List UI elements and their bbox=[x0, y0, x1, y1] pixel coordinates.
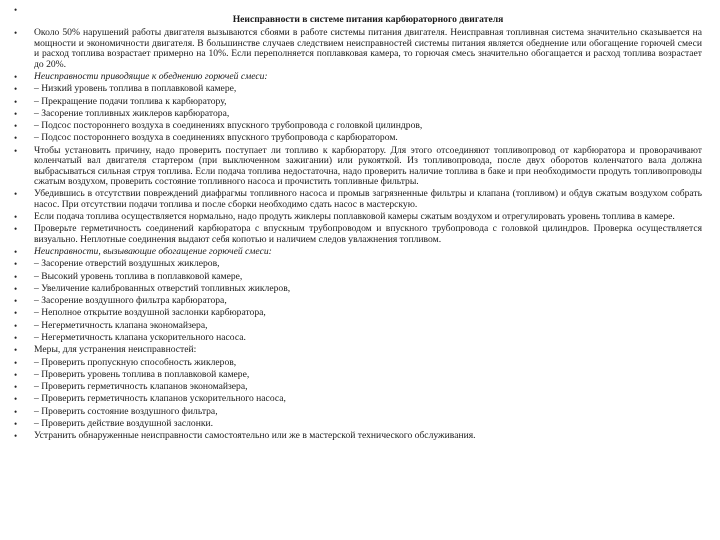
bullet-icon: • bbox=[14, 224, 18, 235]
bullet-icon: • bbox=[14, 28, 18, 39]
list-item-text: – Увеличение калиброванных отверстий топливных жиклеров, bbox=[34, 282, 291, 294]
list-item-text: Проверьте герметичность соединений карбюратора с впускным трубопроводом и впускного трубопровода с головкой цилиндров. Проверка осуществляется визуально. Неплотные соединения выдают себя копотью и наличием следов увлажнения топливом. bbox=[34, 223, 702, 245]
bullet-icon: • bbox=[14, 246, 18, 257]
list-item bbox=[14, 189, 702, 210]
list-item-text: – Засорение топливных жиклеров карбюратора, bbox=[34, 107, 230, 119]
list-item bbox=[14, 394, 702, 404]
list-item-text: – Засорение воздушного фильтра карбюратора, bbox=[34, 295, 227, 307]
list-item bbox=[14, 345, 702, 355]
list-item-text: Около 50% нарушений работы двигателя вызываются сбоями в работе системы питания двигателя. Неисправная топливная система значительно сказывается на мощности и экономичности двигателя. В большинстве случаев следствием неисправностей системы питания является обеднение или обогащение горючей смеси и расход топлива возрастает примерно на 10%. Если переполняется поплавковая камера, то горючая смесь значительно обогащается и расход топлива возрастает до 20%. bbox=[34, 27, 702, 70]
bullet-icon: • bbox=[14, 121, 18, 132]
list-item bbox=[14, 272, 702, 282]
list-item bbox=[14, 284, 702, 294]
bullet-icon: • bbox=[14, 133, 18, 144]
bullet-icon: • bbox=[14, 333, 18, 343]
bullet-icon: • bbox=[14, 382, 18, 393]
list-item bbox=[14, 431, 702, 441]
bullet-icon: • bbox=[14, 259, 18, 270]
list-item-text: Неисправности приводящие к обеднению горючей смеси: bbox=[34, 70, 268, 82]
list-item-text: – Проверить состояние воздушного фильтра, bbox=[34, 405, 218, 417]
list-item bbox=[14, 146, 702, 188]
bullet-icon: • bbox=[14, 357, 18, 368]
list-item bbox=[14, 109, 702, 119]
list-item-text: Меры, для устранения неисправностей: bbox=[34, 344, 197, 356]
list-item-text: Неисправности, вызывающие обогащение горючей смеси: bbox=[34, 245, 272, 257]
list-item-text: – Проверить герметичность клапанов ускорительного насоса, bbox=[34, 393, 286, 405]
list-item-text: – Проверить действие воздушной заслонки. bbox=[34, 418, 214, 430]
bullet-icon: • bbox=[14, 308, 18, 319]
list-item bbox=[14, 259, 702, 269]
list-item bbox=[14, 121, 702, 131]
bullet-icon: • bbox=[14, 406, 18, 417]
list-item bbox=[14, 419, 702, 429]
list-item bbox=[14, 358, 702, 368]
list-item bbox=[14, 28, 702, 70]
list-item-text: Убедившись в отсутствии повреждений диафрагмы топливного насоса и промыв загрязненные фильтры и клапана (топливом) и обдув сжатым воздухом собрать насос. При отсутствии подачи топлива и после сборки необходимо сдать насос в мастерскую. bbox=[34, 188, 702, 210]
list-item-text: – Подсос постороннего воздуха в соединениях впускного трубопровода с головкой цилиндров, bbox=[34, 120, 423, 132]
document-title: Неисправности в системе питания карбюраторного двигателя bbox=[232, 14, 504, 25]
list-item-text: Чтобы установить причину, надо проверить поступает ли топливо к карбюратору. Для этого отсоединяют топливопровод от карбюратора и проворачивают коленчатый вал двигателя стартером (при выключенном зажигании) или рукояткой. Из топливопровода, после двух оборотов коленчатого вала должна выбрасываться сильная струя топлива. Если подача топлива недостаточна, надо проверить наличие топлива в баке и при необходимости продуть топливопроводы сжатым воздухом, проверить состояние топливного насоса и прочистить топливные фильтры. bbox=[34, 144, 702, 187]
list-item bbox=[14, 224, 702, 245]
bullet-icon: • bbox=[14, 189, 18, 200]
list-item bbox=[14, 247, 702, 257]
list-item-text: – Низкий уровень топлива в поплавковой камере, bbox=[34, 83, 237, 95]
list-item bbox=[14, 370, 702, 380]
list-item-text: – Проверить герметичность клапанов экономайзера, bbox=[34, 381, 248, 393]
list-item-text: – Негерметичность клапана экономайзера, bbox=[34, 319, 208, 331]
list-item-text: – Высокий уровень топлива в поплавковой камере, bbox=[34, 270, 243, 282]
list-item bbox=[14, 72, 702, 82]
bullet-icon: • bbox=[14, 296, 18, 307]
empty-bullet-item bbox=[14, 5, 702, 15]
list-item bbox=[14, 133, 702, 143]
bullet-icon: • bbox=[14, 145, 18, 156]
bullet-icon: • bbox=[14, 211, 18, 222]
list-item-text: – Проверить пропускную способность жиклеров, bbox=[34, 356, 237, 368]
list-item bbox=[14, 296, 702, 306]
bullet-icon: • bbox=[14, 369, 18, 380]
bullet-icon: • bbox=[14, 431, 18, 442]
bullet-icon: • bbox=[14, 394, 18, 405]
list-item bbox=[14, 308, 702, 318]
list-item-text: Если подача топлива осуществляется нормально, надо продуть жиклеры поплавковой камеры сжатым воздухом и отрегулировать уровень топлива в камере. bbox=[34, 210, 675, 222]
list-item-text: – Подсос постороннего воздуха в соединениях впускного трубопровода с карбюратором. bbox=[34, 132, 398, 144]
bullet-icon: • bbox=[14, 320, 18, 331]
list-item bbox=[14, 333, 702, 343]
list-item-text: Устранить обнаруженные неисправности самостоятельно или же в мастерской технического обслуживания. bbox=[34, 430, 476, 442]
list-item bbox=[14, 407, 702, 417]
bullet-icon: • bbox=[14, 5, 18, 15]
list-item-text: – Проверить уровень топлива в поплавковой камере, bbox=[34, 368, 250, 380]
bullet-icon: • bbox=[14, 84, 18, 95]
list-item-text: – Засорение отверстий воздушных жиклеров, bbox=[34, 258, 220, 270]
list-item bbox=[14, 97, 702, 107]
list-item-text: – Прекращение подачи топлива к карбюратору, bbox=[34, 95, 227, 107]
list-item-text: – Негерметичность клапана ускорительного насоса. bbox=[34, 332, 246, 343]
bullet-icon: • bbox=[14, 283, 18, 294]
bullet-icon: • bbox=[14, 345, 18, 356]
list-item bbox=[14, 84, 702, 94]
bullet-icon: • bbox=[14, 271, 18, 282]
bullet-icon: • bbox=[14, 108, 18, 119]
bullet-icon: • bbox=[14, 96, 18, 107]
list-item bbox=[14, 212, 702, 222]
document-title-item bbox=[14, 15, 702, 25]
list-item-text: – Неполное открытие воздушной заслонки карбюратора, bbox=[34, 307, 266, 319]
bullet-icon: • bbox=[14, 71, 18, 82]
bullet-icon: • bbox=[14, 419, 18, 430]
list-item bbox=[14, 321, 702, 331]
list-item bbox=[14, 382, 702, 392]
